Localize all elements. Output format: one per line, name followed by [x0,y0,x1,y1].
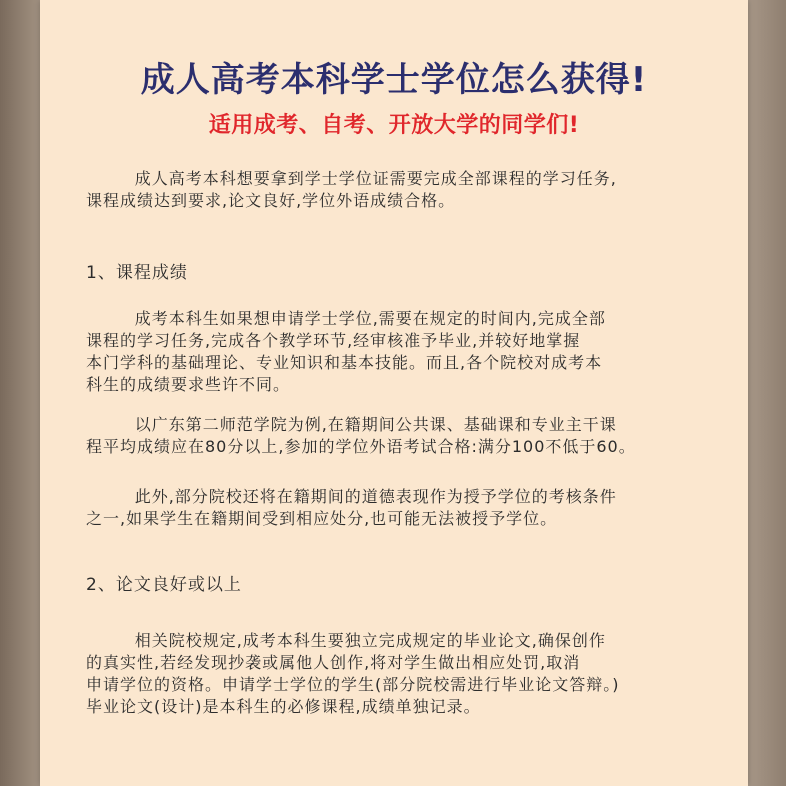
section1-paragraph-3: 此外,部分院校还将在籍期间的道德表现作为授予学位的考核条件 之一,如果学生在籍期间受到相应处分,也可能无法被授予学位。 [86,487,617,528]
section-heading-course-grades: 1、课程成绩 [86,263,188,283]
section1-paragraph-1: 成考本科生如果想申请学士学位,需要在规定的时间内,完成全部 课程的学习任务,完成各个教学环节,经审核准予毕业,并较好地掌握 本门学科的基础理论、专业知识和基本技能。而且,各个院校对成考本 科生的成绩要求些许不同。 [86,309,606,394]
section-heading-thesis: 2、论文良好或以上 [86,575,242,595]
page-subtitle: 适用成考、自考、开放大学的同学们! [208,113,580,138]
section2-paragraph-1: 相关院校规定,成考本科生要独立完成规定的毕业论文,确保创作 的真实性,若经发现抄袭或属他人创作,将对学生做出相应处罚,取消 申请学位的资格。申请学士学位的学生(部分院校需进行毕业论文答辩。) 毕业论文(设计)是本科生的必修课程,成绩单独记录。 [86,631,620,716]
intro-paragraph: 成人高考本科想要拿到学士学位证需要完成全部课程的学习任务, 课程成绩达到要求,论文良好,学位外语成绩合格。 [86,169,617,210]
page-title: 成人高考本科学士学位怎么获得! [140,60,648,100]
section1-paragraph-2: 以广东第二师范学院为例,在籍期间公共课、基础课和专业主干课 程平均成绩应在80分以上,参加的学位外语考试合格:满分100不低于60。 [86,415,636,456]
